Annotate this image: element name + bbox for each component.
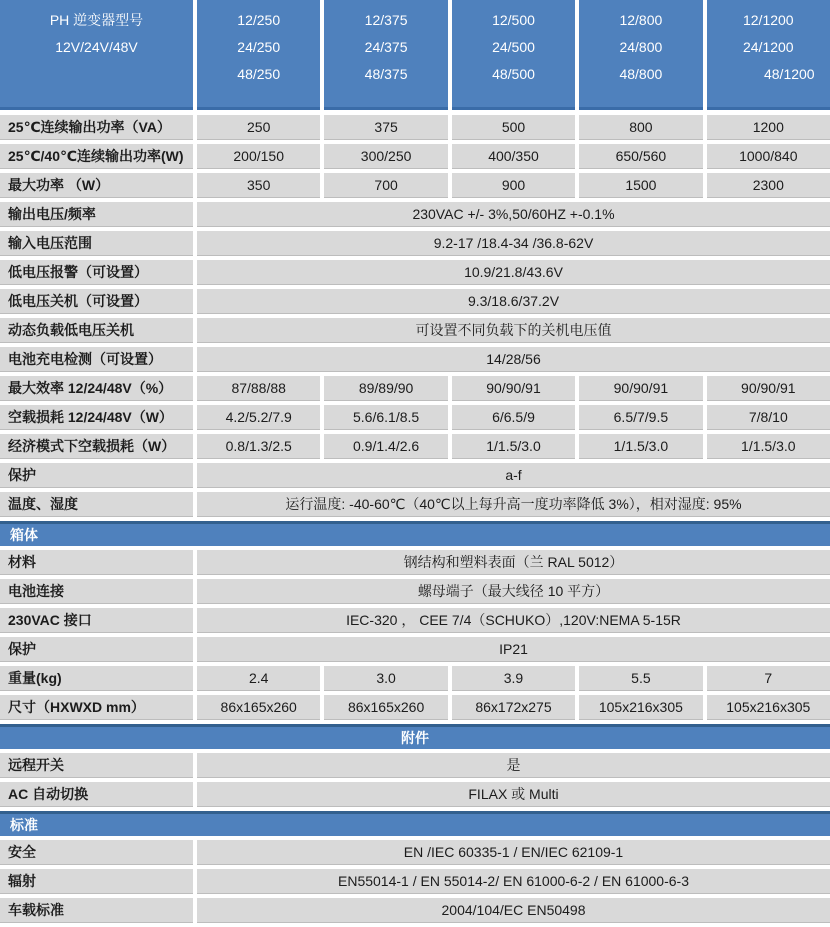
- spec-value-cell: 86x172x275: [452, 695, 575, 720]
- spec-value-cell: 6/6.5/9: [452, 405, 575, 430]
- header-column: [707, 0, 830, 110]
- spec-value-cell: 1/1.5/3.0: [452, 434, 575, 459]
- header-model-line: 12/375: [364, 12, 408, 28]
- spec-value-cell: 1200: [707, 115, 830, 140]
- row-label: 材料: [0, 550, 193, 575]
- spec-row: [0, 347, 830, 372]
- header-model-line: 12/800: [619, 12, 663, 28]
- header-model-line: 24/375: [364, 39, 408, 55]
- spec-row: [0, 202, 830, 227]
- row-label: 230VAC 接口: [0, 608, 193, 633]
- header-model-line: 48/250: [237, 66, 281, 82]
- spec-row: [0, 260, 830, 285]
- row-label: 最大效率 12/24/48V（%）: [0, 376, 193, 401]
- row-label: 尺寸（HXWXD mm）: [0, 695, 193, 720]
- spec-value-cell: 7: [707, 666, 830, 691]
- header-model-line: 48/375: [364, 66, 408, 82]
- header-model-line: 12/500: [492, 12, 535, 28]
- spec-value-span: 14/28/56: [197, 347, 830, 372]
- header-column: [452, 0, 575, 110]
- spec-value-cell: 500: [452, 115, 575, 140]
- row-label: 电池连接: [0, 579, 193, 604]
- spec-value-cell: 4.2/5.2/7.9: [197, 405, 320, 430]
- model-title: PH 逆变器型号: [49, 12, 144, 28]
- header-model-line: 24/1200: [742, 39, 794, 55]
- spec-value-span: EN55014-1 / EN 55014-2/ EN 61000-6-2 / EN 61000-6-3: [197, 869, 830, 894]
- spec-value-cell: 1/1.5/3.0: [579, 434, 702, 459]
- spec-row: [0, 840, 830, 865]
- spec-value-cell: 200/150: [197, 144, 320, 169]
- spec-value-cell: 87/88/88: [197, 376, 320, 401]
- spec-value-cell: 900: [452, 173, 575, 198]
- spec-value-cell: 2.4: [197, 666, 320, 691]
- spec-row: [0, 231, 830, 256]
- row-label: 低电压报警（可设置）: [0, 260, 193, 285]
- spec-value-cell: 89/89/90: [324, 376, 447, 401]
- row-label: 保护: [0, 463, 193, 488]
- row-label: 动态负载低电压关机: [0, 318, 193, 343]
- spec-value-cell: 105x216x305: [579, 695, 702, 720]
- spec-value-cell: 90/90/91: [452, 376, 575, 401]
- row-label: 重量(kg): [0, 666, 193, 691]
- spec-value-span: a-f: [197, 463, 830, 488]
- spec-row: [0, 550, 830, 575]
- spec-row: [0, 666, 830, 691]
- spec-row: [0, 405, 830, 430]
- spec-value-span: 2004/104/EC EN50498: [197, 898, 830, 923]
- row-label: 25℃/40℃连续输出功率(W): [0, 144, 193, 169]
- section-banner-accessories: 附件: [0, 724, 830, 749]
- row-label: 车载标准: [0, 898, 193, 923]
- header-column: [324, 0, 447, 110]
- section-banner-enclosure: 箱体: [0, 521, 830, 546]
- row-label: 输入电压范围: [0, 231, 193, 256]
- header-model-line: 12/250: [237, 12, 281, 28]
- spec-value-cell: 0.9/1.4/2.6: [324, 434, 447, 459]
- header-model-line: 24/800: [619, 39, 663, 55]
- row-label: AC 自动切换: [0, 782, 193, 807]
- spec-value-cell: 1500: [579, 173, 702, 198]
- spec-value-cell: 86x165x260: [324, 695, 447, 720]
- spec-value-cell: 7/8/10: [707, 405, 830, 430]
- row-label: 空载损耗 12/24/48V（W）: [0, 405, 193, 430]
- spec-value-span: FILAX 或 Multi: [197, 782, 830, 807]
- spec-row: [0, 492, 830, 517]
- spec-value-cell: 400/350: [452, 144, 575, 169]
- row-label: 电池充电检测（可设置）: [0, 347, 193, 372]
- spec-value-cell: 1000/840: [707, 144, 830, 169]
- header-model-line: 24/500: [492, 39, 535, 55]
- spec-row: [0, 144, 830, 169]
- row-label: 温度、湿度: [0, 492, 193, 517]
- spec-row: [0, 898, 830, 923]
- header-model-line: 24/250: [237, 39, 281, 55]
- spec-value-span: 9.2-17 /18.4-34 /36.8-62V: [197, 231, 830, 256]
- header-model-line: 48/500: [492, 66, 535, 82]
- table-body: [0, 115, 830, 923]
- spec-value-span: 是: [197, 753, 830, 778]
- spec-row: [0, 637, 830, 662]
- spec-value-cell: 250: [197, 115, 320, 140]
- row-label: 保护: [0, 637, 193, 662]
- header-model-line: 48/1200: [763, 66, 815, 82]
- header-model-line: 12/1200: [742, 12, 794, 28]
- row-label: 低电压关机（可设置）: [0, 289, 193, 314]
- spec-row: [0, 782, 830, 807]
- row-label: 输出电压/频率: [0, 202, 193, 227]
- spec-value-span: 可设置不同负载下的关机电压值: [197, 318, 830, 343]
- spec-row: [0, 869, 830, 894]
- spec-row: [0, 434, 830, 459]
- spec-value-span: IP21: [197, 637, 830, 662]
- spec-value-span: 9.3/18.6/37.2V: [197, 289, 830, 314]
- spec-value-cell: 700: [324, 173, 447, 198]
- table-header: [0, 0, 830, 110]
- spec-row: [0, 318, 830, 343]
- spec-value-cell: 350: [197, 173, 320, 198]
- spec-value-cell: 3.0: [324, 666, 447, 691]
- spec-value-span: 230VAC +/- 3%,50/60HZ +-0.1%: [197, 202, 830, 227]
- spec-value-cell: 6.5/7/9.5: [579, 405, 702, 430]
- spec-value-cell: 300/250: [324, 144, 447, 169]
- spec-value-cell: 5.5: [579, 666, 702, 691]
- header-model-line: 48/800: [619, 66, 663, 82]
- spec-row: [0, 695, 830, 720]
- spec-value-cell: 375: [324, 115, 447, 140]
- spec-row: [0, 579, 830, 604]
- header-column: [579, 0, 702, 110]
- spec-value-cell: 86x165x260: [197, 695, 320, 720]
- row-label: 经济模式下空载损耗（W）: [0, 434, 193, 459]
- spec-row: [0, 753, 830, 778]
- spec-value-span: EN /IEC 60335-1 / EN/IEC 62109-1: [197, 840, 830, 865]
- section-banner-standards: 标准: [0, 811, 830, 836]
- row-label: 远程开关: [0, 753, 193, 778]
- spec-value-cell: 5.6/6.1/8.5: [324, 405, 447, 430]
- row-label: 安全: [0, 840, 193, 865]
- spec-value-cell: 90/90/91: [579, 376, 702, 401]
- spec-value-cell: 1/1.5/3.0: [707, 434, 830, 459]
- spec-row: [0, 115, 830, 140]
- spec-value-span: IEC-320 ， CEE 7/4（SCHUKO）,120V:NEMA 5-15R: [197, 608, 830, 633]
- spec-value-cell: 2300: [707, 173, 830, 198]
- spec-value-span: 运行温度: -40-60℃（40℃以上每升高一度功率降低 3%），相对湿度: 95%: [197, 492, 830, 517]
- model-voltages: 12V/24V/48V: [55, 39, 138, 55]
- header-column: [197, 0, 320, 110]
- header-model-cell: [0, 0, 193, 110]
- spec-row: [0, 173, 830, 198]
- spec-row: [0, 376, 830, 401]
- spec-value-cell: 3.9: [452, 666, 575, 691]
- spec-value-cell: 0.8/1.3/2.5: [197, 434, 320, 459]
- spec-value-span: 钢结构和塑料表面（兰 RAL 5012）: [197, 550, 830, 575]
- spec-row: [0, 608, 830, 633]
- row-label: 最大功率 （W）: [0, 173, 193, 198]
- spec-value-span: 螺母端子（最大线径 10 平方）: [197, 579, 830, 604]
- spec-value-cell: 90/90/91: [707, 376, 830, 401]
- spec-value-cell: 650/560: [579, 144, 702, 169]
- spec-row: [0, 289, 830, 314]
- row-label: 25℃连续输出功率（VA）: [0, 115, 193, 140]
- row-label: 辐射: [0, 869, 193, 894]
- spec-value-cell: 800: [579, 115, 702, 140]
- spec-value-span: 10.9/21.8/43.6V: [197, 260, 830, 285]
- spec-row: [0, 463, 830, 488]
- spec-value-cell: 105x216x305: [707, 695, 830, 720]
